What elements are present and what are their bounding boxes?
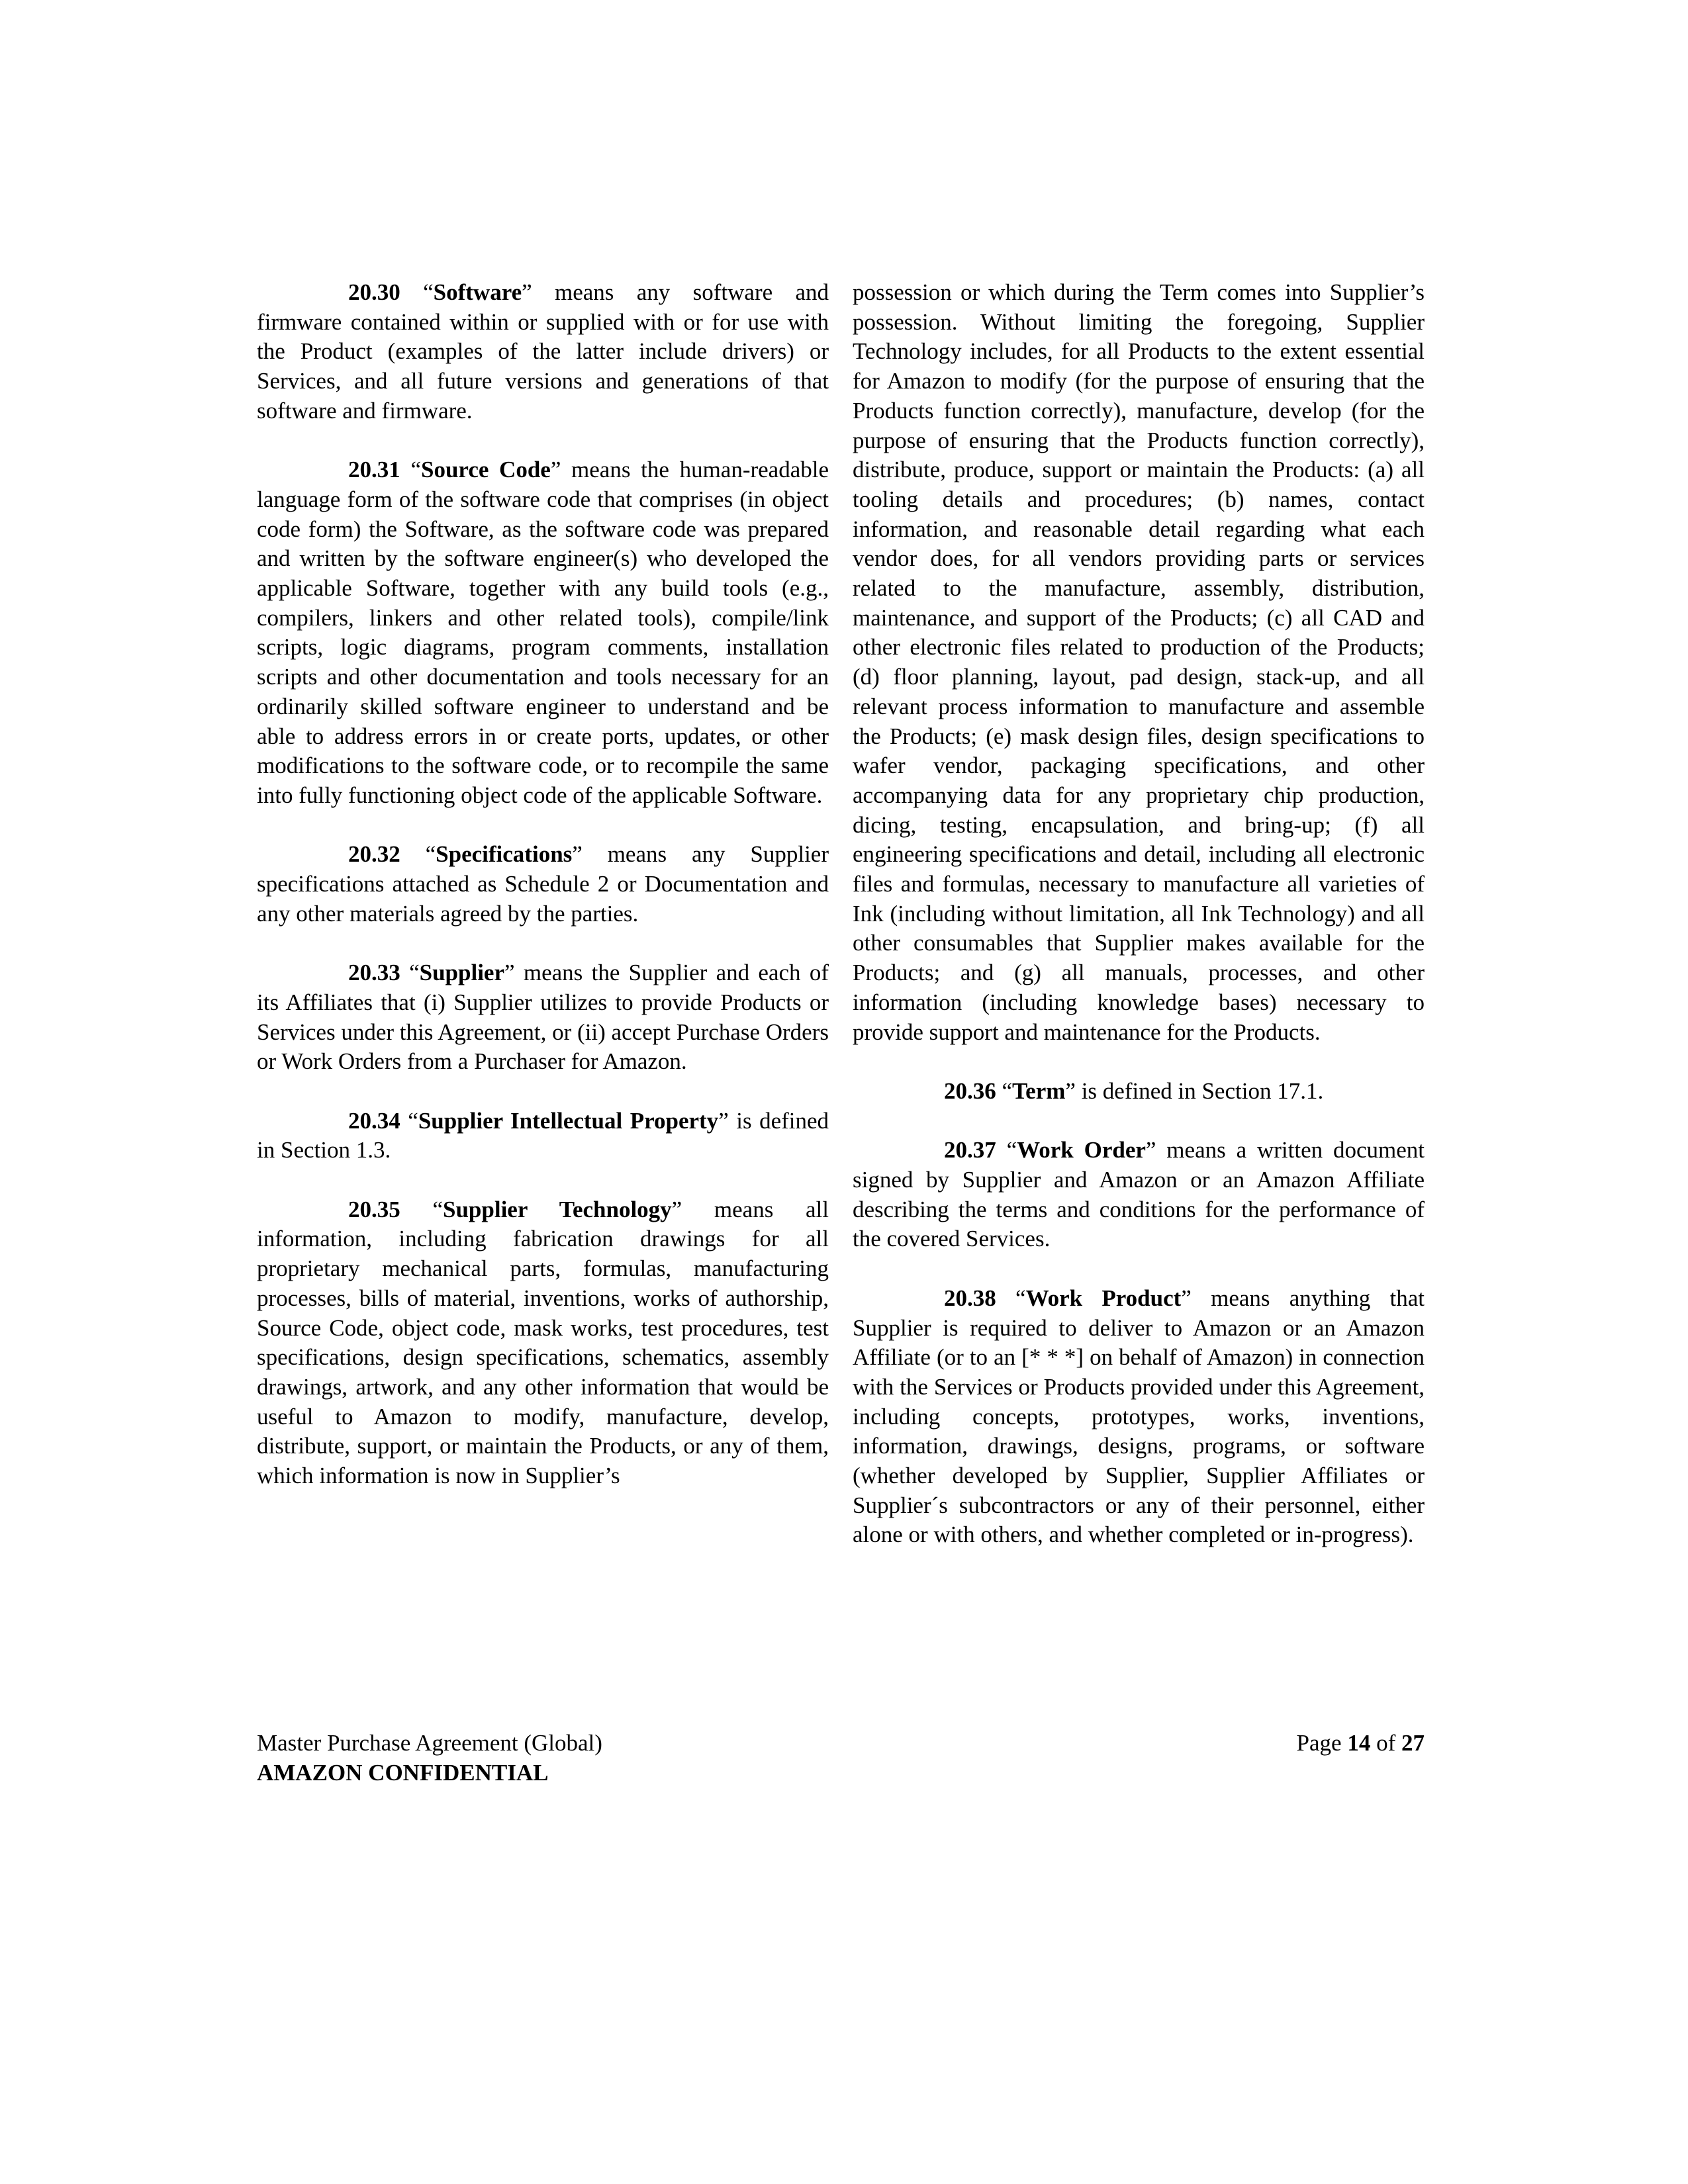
total-pages: 27 [1401, 1730, 1425, 1756]
section-number: 20.38 [944, 1285, 996, 1311]
definition-20-36 [853, 1077, 1425, 1107]
open-quote: “ [425, 841, 436, 868]
definition-20-35 [257, 1195, 829, 1491]
defined-term: Software [433, 279, 522, 305]
open-quote: “ [1015, 1285, 1026, 1311]
left-column [257, 278, 829, 1550]
definition-20-30 [257, 278, 829, 426]
definition-text: ” is defined in Section 17.1. [1065, 1077, 1324, 1104]
open-quote: “ [410, 457, 421, 483]
definition-text: ” is defined in Section 1.3. [257, 1107, 829, 1163]
open-quote: “ [1006, 1137, 1017, 1163]
section-number: 20.31 [348, 457, 400, 483]
section-number: 20.35 [348, 1196, 400, 1222]
definition-20-35-continued: possession or which during the Term comes into Supplier’s possession. Without limiting the foregoing, Supplier Technology includes, for all Products to the extent essential for Amazon to modify (for the purpose of ensuring that the Products function correctly), manufacture, develop (for the purpose of ensuring that the Products function correctly), distribute, produce, support or maintain the Products: (a) all tooling details and procedures; (b) names, contact information, and reasonable detail regarding what each vendor does, for all vendors providing parts or services related to the manufacture, assembly, distribution, maintenance, and support of the Products; (c) all CAD and other electronic files related to production of the Products; (d) floor planning, layout, pad design, stack-up, and all relevant process information to manufacture and assemble the Products; (e) mask design files, design specifications to wafer vendor, packaging specifications, and other accompanying data for any proprietary chip production, dicing, testing, encapsulation, and bring-up; (f) all engineering specifications and detail, including all electronic files and formulas, necessary to manufacture all varieties of Ink (including without limitation, all Ink Technology) and all other consumables that Supplier makes available for the Products; and (g) all manuals, processes, and other information (including knowledge bases) necessary to provide support and maintenance for the Products. [853, 279, 1425, 1045]
page-of: of [1370, 1730, 1401, 1756]
definition-20-37 [853, 1136, 1425, 1254]
page-footer [257, 1729, 1425, 1788]
definition-text: ” means a written document signed by Supplier and Amazon or an Amazon Affiliate describing the terms and conditions for the performance of the covered Services. [853, 1137, 1425, 1252]
document-title: Master Purchase Agreement (Global) [257, 1730, 602, 1756]
footer-row [257, 1729, 1425, 1758]
section-number: 20.32 [348, 841, 400, 868]
section-number: 20.30 [348, 279, 400, 305]
definition-20-32 [257, 840, 829, 929]
open-quote: “ [432, 1196, 443, 1222]
definition-text: ” means the Supplier and each of its Affiliates that (i) Supplier utilizes to provide Products or Services under this Agreement, or (ii) accept Purchase Orders or Work Orders from a Purchaser for Amazon. [257, 960, 829, 1075]
section-number: 20.33 [348, 960, 400, 986]
two-column-body [257, 278, 1425, 1550]
defined-term: Supplier Intellectual Property [418, 1107, 719, 1134]
definition-text: ” means anything that Supplier is required to deliver to Amazon or an Amazon Affiliate (or to an [* * *] on behalf of Amazon) in connection with the Services or Products provided under this Agreement, including concepts, prototypes, works, inventions, information, drawings, designs, programs, or software (whether developed by Supplier, Supplier Affiliates or Supplier´s subcontractors or any of their personnel, either alone or with others, and whether completed or in-progress). [853, 1285, 1425, 1548]
confidential-notice: AMAZON CONFIDENTIAL [257, 1759, 549, 1786]
page-number [1297, 1729, 1425, 1758]
right-column [853, 278, 1425, 1550]
defined-term: Supplier [419, 960, 505, 986]
open-quote: “ [423, 279, 434, 305]
defined-term: Work Product [1025, 1285, 1182, 1311]
definition-text: ” means the human-readable language form of the software code that comprises (in object code form) the Software, as the software code was prepared and written by the software engineer(s) who developed the applicable Software, together with any build tools (e.g., compilers, linkers and other related tools), compile/link scripts, logic diagrams, program comments, installation scripts and other documentation and tools necessary for an ordinarily skilled software engineer to understand and be able to address errors in or create ports, updates, or other modifications to the software code, or to recompile the same into fully functioning object code of the applicable Software. [257, 457, 829, 808]
definition-20-33 [257, 958, 829, 1077]
open-quote: “ [1002, 1077, 1013, 1104]
current-page: 14 [1347, 1730, 1371, 1756]
page-label: Page [1296, 1730, 1348, 1756]
defined-term: Work Order [1017, 1137, 1146, 1163]
defined-term: Specifications [436, 841, 573, 868]
section-number: 20.37 [944, 1137, 996, 1163]
open-quote: “ [408, 1107, 418, 1134]
definition-text: ” means all information, including fabrication drawings for all proprietary mechanical parts, formulas, manufacturing processes, bills of material, inventions, works of authorship, Source Code, object code, mask works, test procedures, test specifications, design specifications, schematics, assembly drawings, artwork, and any other information that would be useful to Amazon to modify, manufacture, develop, distribute, support, or maintain the Products, or any of them, which information is now in Supplier’s [257, 1196, 829, 1489]
defined-term: Source Code [420, 457, 551, 483]
defined-term: Supplier Technology [443, 1196, 672, 1222]
definition-20-34 [257, 1107, 829, 1165]
open-quote: “ [409, 960, 420, 986]
definition-text: ” means any Supplier specifications attached as Schedule 2 or Documentation and any other materials agreed by the parties. [257, 841, 829, 927]
definition-20-31 [257, 455, 829, 810]
section-number: 20.34 [348, 1107, 400, 1134]
definition-20-38 [853, 1284, 1425, 1550]
section-number: 20.36 [944, 1077, 996, 1104]
definition-text: ” means any software and firmware contained within or supplied with or for use with the Product (examples of the latter include drivers) or Services, and all future versions and generations of that software and firmware. [257, 279, 829, 424]
defined-term: Term [1012, 1077, 1066, 1104]
